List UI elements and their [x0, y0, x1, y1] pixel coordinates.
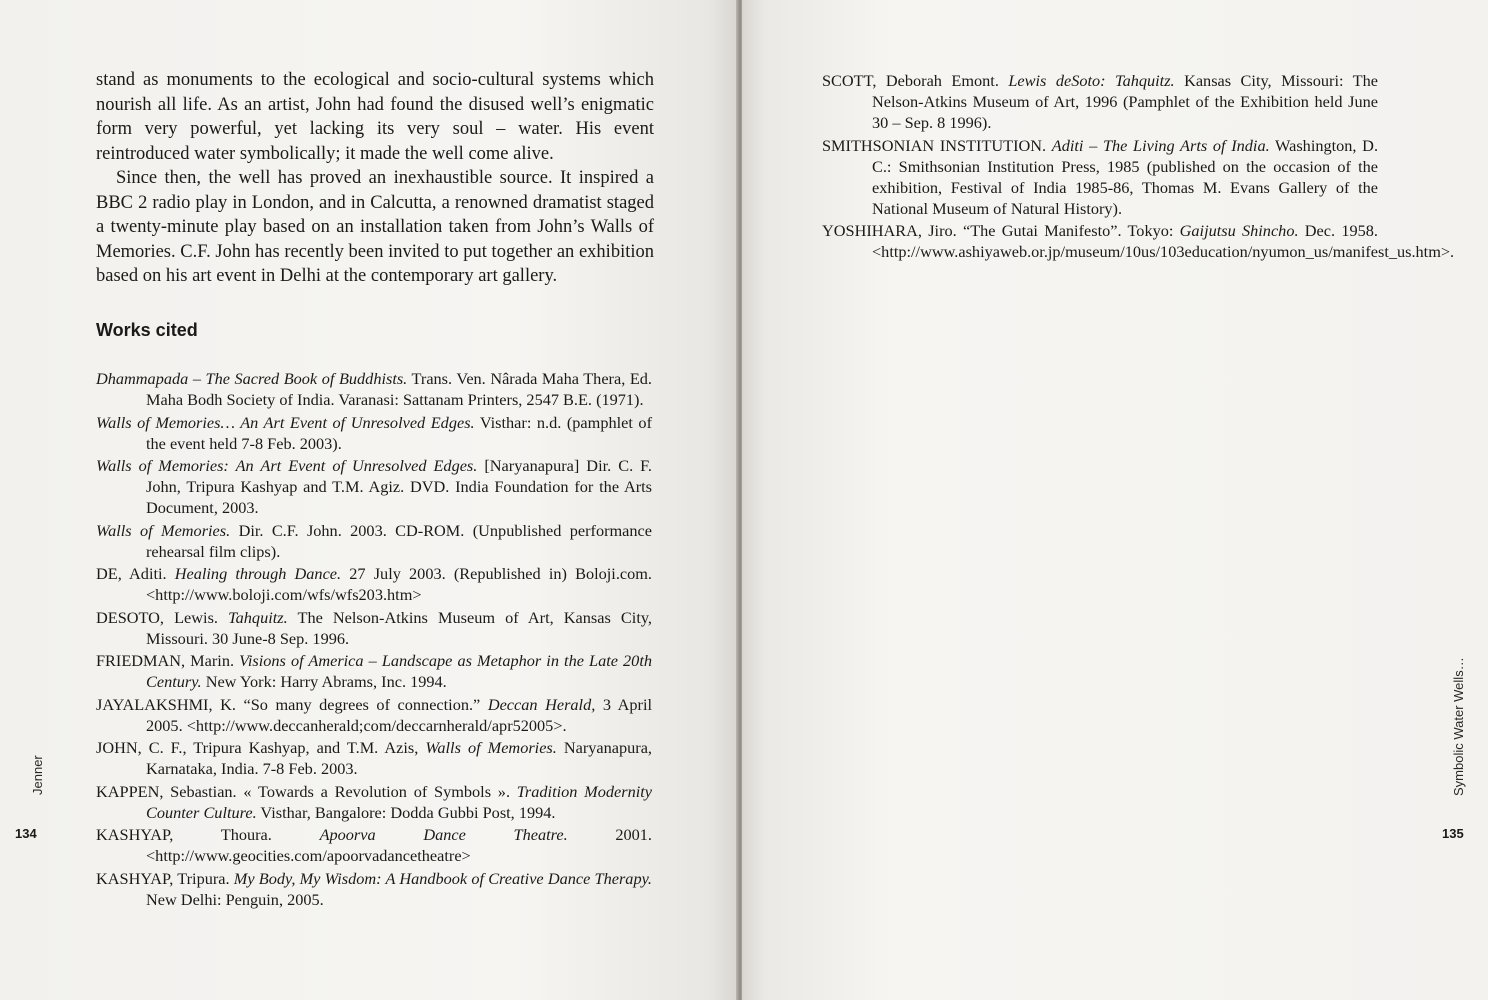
paragraph-1: stand as monuments to the ecological and socio-cultural systems which nourish all life. As an artist, John had found the disused well’s enigmatic form very powerful, yet lacking its very soul – water. His event reintroduced water symbolically; it made the well come alive. — [96, 70, 654, 164]
references-right — [822, 70, 1455, 264]
page-number-left: 134 — [15, 826, 37, 841]
references-left — [96, 368, 652, 911]
reference-item: KAPPEN, Sebastian. « Towards a Revolution of Symbols ». Tradition Modernity Counter Culture. Visthar, Bangalore: Dodda Gubbi Post, 1994. — [96, 781, 652, 822]
reference-item: Walls of Memories… An Art Event of Unresolved Edges. Visthar: n.d. (pamphlet of the event held 7-8 Feb. 2003). — [96, 412, 652, 453]
body-text — [96, 68, 654, 289]
paragraph-2: Since then, the well has proved an inexhaustible source. It inspired a BBC 2 radio play in London, and in Calcutta, a renowned dramatist staged a twenty-minute play based on an installation taken from John’s Walls of Memories. C.F. John has recently been invited to put together an exhibition based on his art event in Delhi at the contemporary art gallery. — [96, 168, 654, 286]
reference-item: DESOTO, Lewis. Tahquitz. The Nelson-Atkins Museum of Art, Kansas City, Missouri. 30 June-8 Sep. 1996. — [96, 607, 652, 648]
works-cited-heading: Works cited — [96, 320, 198, 340]
page-number-right: 135 — [1442, 826, 1464, 841]
left-page — [0, 0, 738, 1000]
reference-item: YOSHIHARA, Jiro. “The Gutai Manifesto”. Tokyo: Gaijutsu Shincho. Dec. 1958. <http://www.ashiyaweb.or.jp/museum/10us/103education/nyumon_us/manifest_us.htm>. — [822, 221, 1455, 261]
reference-item: Walls of Memories: An Art Event of Unresolved Edges. [Naryanapura] Dir. C. F. John, Tripura Kashyap and T.M. Agiz. DVD. India Foundation for the Arts Document, 2003. — [96, 456, 652, 517]
running-head-right: Symbolic Water Wells… — [1451, 657, 1466, 796]
reference-item: FRIEDMAN, Marin. Visions of America – Landscape as Metaphor in the Late 20th Century. New York: Harry Abrams, Inc. 1994. — [96, 651, 652, 691]
reference-item: SMITHSONIAN INSTITUTION. Aditi – The Living Arts of India. Washington, D. C.: Smithsonian Institution Press, 1985 (published on the occasion of the exhibition, Festival of India 1985-86, Thomas M. Evans Gallery of the National Museum of Natural History). — [822, 135, 1379, 218]
right-page — [742, 0, 1488, 1000]
reference-item: KASHYAP, Thoura. Apoorva Dance Theatre. 2001. <http://www.geocities.com/apoorvadancetheatre> — [96, 825, 652, 865]
reference-item: JOHN, C. F., Tripura Kashyap, and T.M. Azis, Walls of Memories. Naryanapura, Karnataka, India. 7-8 Feb. 2003. — [96, 738, 652, 778]
running-head-left: Jenner — [30, 755, 45, 795]
reference-item: SCOTT, Deborah Emont. Lewis deSoto: Tahquitz. Kansas City, Missouri: The Nelson-Atkins Museum of Art, 1996 (Pamphlet of the Exhibition held June 30 – Sep. 8 1996). — [822, 71, 1378, 132]
reference-item: DE, Aditi. Healing through Dance. 27 July 2003. (Republished in) Boloji.com. <http://www.boloji.com/wfs/wfs203.htm> — [96, 564, 652, 604]
reference-item: Walls of Memories. Dir. C.F. John. 2003. CD-ROM. (Unpublished performance rehearsal film clips). — [96, 520, 652, 561]
reference-item: JAYALAKSHMI, K. “So many degrees of connection.” Deccan Herald, 3 April 2005. <http://www.deccanherald;com/deccarnherald/apr52005>. — [96, 694, 653, 735]
reference-item: KASHYAP, Tripura. My Body, My Wisdom: A Handbook of Creative Dance Therapy. New Delhi: Penguin, 2005. — [96, 868, 652, 909]
reference-item: Dhammapada – The Sacred Book of Buddhists. Trans. Ven. Nârada Maha Thera, Ed. Maha Bodh Society of India. Varanasi: Sattanam Printers, 2547 B.E. (1971). — [96, 369, 652, 409]
